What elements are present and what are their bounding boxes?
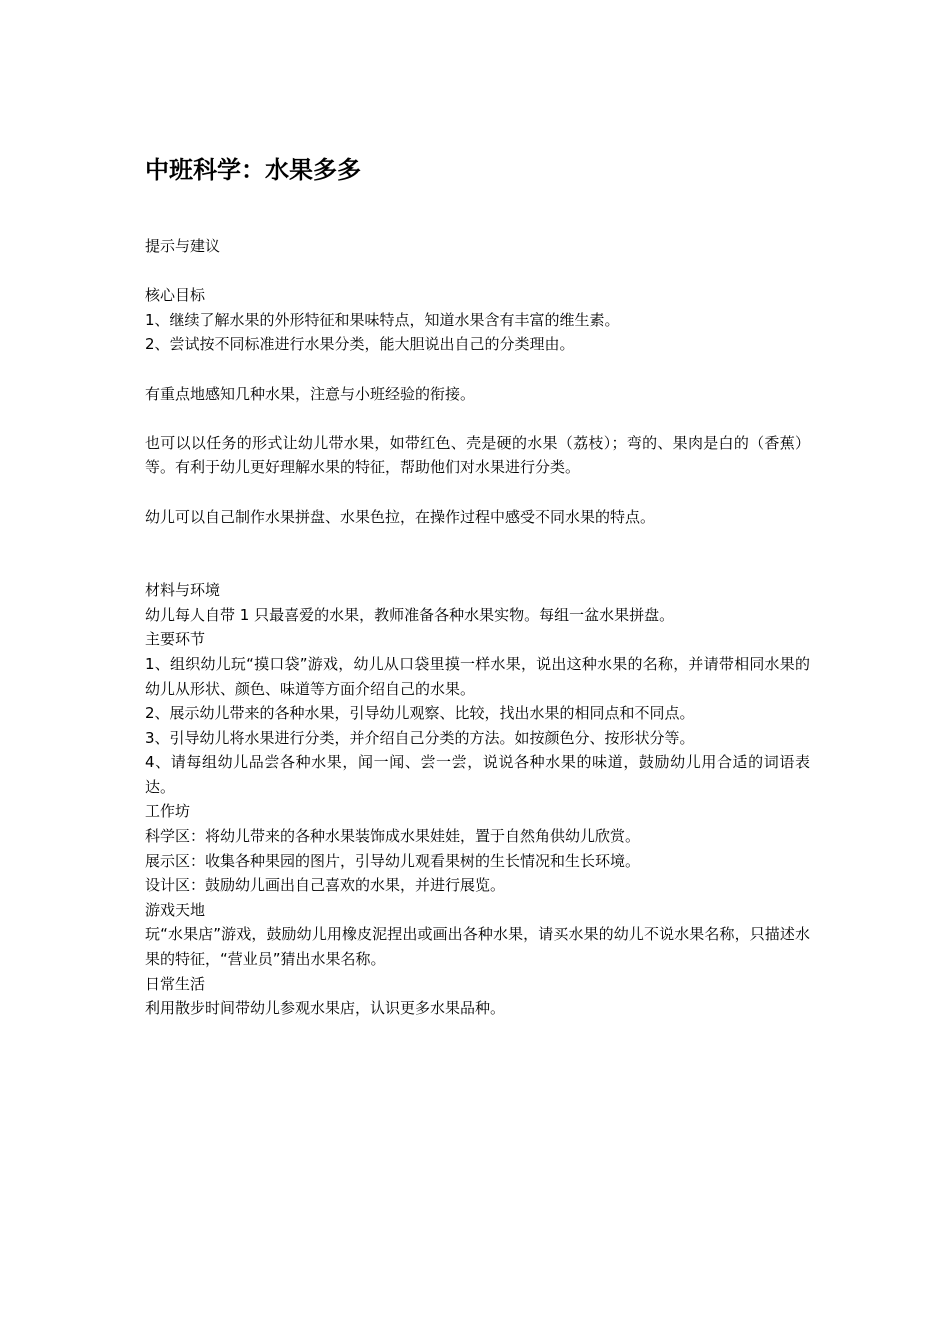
materials-text: 幼儿每人自带 1 只最喜爱的水果，教师准备各种水果实物。每组一盆水果拼盘。 — [145, 605, 675, 624]
game-text: 玩“水果店”游戏，鼓励幼儿用橡皮泥捏出或画出各种水果，请买水果的幼儿不说水果名称，只描述水果的特征，“营业员”猜出水果名称。 — [145, 925, 810, 969]
daily-text: 利用散步时间带幼儿参观水果店，认识更多水果品种。 — [145, 999, 506, 1018]
spacer — [145, 529, 810, 578]
workshop-item: 展示区：收集各种果园的图片，引导幼儿观看果树的生长情况和生长环境。 — [145, 851, 641, 870]
step-item: 1、组织幼儿玩“摸口袋”游戏，幼儿从口袋里摸一样水果，说出这种水果的名称，并请带相同水果的幼儿从形状、颜色、味道等方面介绍自己的水果。 — [145, 654, 810, 698]
section-heading-materials: 材料与环境 — [145, 581, 221, 600]
page-title: 中班科学：水果多多 — [145, 156, 361, 184]
workshop-item: 科学区：将幼儿带来的各种水果装饰成水果娃娃，置于自然角供幼儿欣赏。 — [145, 827, 641, 846]
step-item: 2、展示幼儿带来的各种水果，引导幼儿观察、比较，找出水果的相同点和不同点。 — [145, 704, 695, 723]
tips-paragraph: 幼儿可以自己制作水果拼盘、水果色拉，在操作过程中感受不同水果的特点。 — [145, 507, 656, 526]
section-heading-tips: 提示与建议 — [145, 237, 221, 255]
step-item: 3、引导幼儿将水果进行分类，并介绍自己分类的方法。如按颜色分、按形状分等。 — [145, 728, 695, 747]
section-heading-daily: 日常生活 — [145, 974, 206, 993]
spacer — [145, 259, 810, 284]
core-goal-item: 1、继续了解水果的外形特征和果味特点，知道水果含有丰富的维生素。 — [145, 310, 620, 329]
spacer — [145, 406, 810, 431]
core-goal-item: 2、尝试按不同标准进行水果分类，能大胆说出自己的分类理由。 — [145, 335, 575, 354]
tips-paragraph: 有重点地感知几种水果，注意与小班经验的衔接。 — [145, 384, 476, 403]
section-heading-game: 游戏天地 — [145, 900, 206, 919]
step-item: 4、请每组幼儿品尝各种水果，闻一闻、尝一尝，说说各种水果的味道，鼓励幼儿用合适的词语表达。 — [145, 753, 810, 796]
section-heading-core-goal: 核心目标 — [145, 286, 206, 305]
section-heading-workshop: 工作坊 — [145, 802, 191, 821]
workshop-item: 设计区：鼓励幼儿画出自己喜欢的水果，并进行展览。 — [145, 876, 506, 895]
document-body — [145, 234, 810, 1021]
section-heading-steps: 主要环节 — [145, 630, 206, 649]
tips-paragraph: 也可以以任务的形式让幼儿带水果，如带红色、壳是硬的水果（荔枝）；弯的、果肉是白的（香蕉）等。有利于幼儿更好理解水果的特征，帮助他们对水果进行分类。 — [145, 433, 810, 477]
spacer — [145, 480, 810, 505]
spacer — [145, 357, 810, 382]
